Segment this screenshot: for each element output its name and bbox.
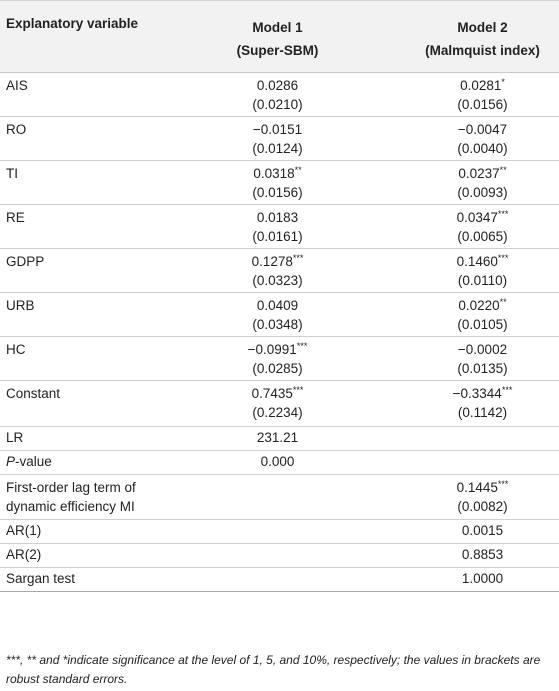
model-1-coefficient: 0.1278*** [251,253,304,269]
table-row-sargan [0,568,559,592]
model-2-standard-error: (0.0135) [457,361,508,376]
header-model-1 [200,16,355,62]
table-row-ar2 [0,544,559,568]
table-row [0,117,559,161]
row-label: URB [6,298,35,313]
table-footnote: ***, ** and *indicate significance at the level of 1, 5, and 10%, respectively; the values in brackets are robust standard errors. [6,653,541,686]
table-row [0,293,559,337]
model-2-ar1-value: 0.0015 [461,523,504,538]
model-2-standard-error: (0.0065) [457,229,508,244]
row-label: RE [6,210,25,225]
table-row [0,337,559,381]
model-2-sargan-value: 1.0000 [461,571,504,586]
model-2-standard-error: (0.0105) [457,317,508,332]
model-1-coefficient: 0.0183 [256,210,299,225]
table-row-ar1 [0,520,559,544]
model-2-coefficient: −0.0047 [457,122,508,137]
header-model-2-title: Model 2 [457,20,508,35]
header-model-1-subtitle: (Super-SBM) [236,43,319,58]
row-label: HC [6,342,26,357]
table-row [0,161,559,205]
header-model-2 [405,16,559,62]
header-model-2-subtitle: (Malmquist index) [425,43,540,58]
table-header [0,0,559,73]
row-label: LR [6,430,24,445]
model-1-standard-error: (0.2234) [252,405,303,420]
row-label: AR(1) [6,523,42,538]
table-row-lag-term [0,475,559,520]
model-2-coefficient: −0.0002 [457,342,508,357]
row-label: GDPP [6,254,45,269]
model-1-coefficient: 0.7435*** [251,385,304,401]
row-label: Constant [6,386,61,401]
model-2-ar2-value: 0.8853 [461,547,504,562]
model-2-coefficient: 0.0237** [458,165,507,181]
model-1-standard-error: (0.0161) [252,229,303,244]
model-1-standard-error: (0.0285) [252,361,303,376]
model-2-coefficient: 0.1460*** [456,253,509,269]
row-label-line-2: dynamic efficiency MI [6,499,135,514]
table-row-p-value [0,451,559,475]
model-1-standard-error: (0.0348) [252,317,303,332]
model-1-standard-error: (0.0210) [252,97,303,112]
model-2-coefficient: −0.3344*** [452,385,513,401]
model-1-standard-error: (0.0156) [252,185,303,200]
model-2-standard-error: (0.0093) [457,185,508,200]
model-1-standard-error: (0.0124) [252,141,303,156]
model-1-standard-error: (0.0323) [252,273,303,288]
table-row [0,249,559,293]
model-2-coefficient: 0.0281* [460,77,505,93]
model-2-coefficient: 0.1445*** [456,479,509,495]
row-label: RO [6,122,27,137]
model-2-standard-error: (0.0110) [457,273,508,288]
table-body [0,73,559,592]
table-row [0,73,559,117]
model-2-standard-error: (0.0082) [457,499,508,514]
row-label: AR(2) [6,547,42,562]
table-row-lr [0,427,559,451]
model-1-p-value: 0.000 [260,454,295,469]
table-row [0,381,559,427]
model-1-coefficient: 0.0286 [256,78,299,93]
model-2-standard-error: (0.0156) [457,97,508,112]
model-2-coefficient: 0.0220** [458,297,507,313]
row-label-line-1: First-order lag term of [6,480,136,495]
table-row [0,205,559,249]
model-2-coefficient: 0.0347*** [456,209,509,225]
model-1-coefficient: 0.0318** [253,165,302,181]
model-1-coefficient: 0.0409 [256,298,299,313]
row-label: Sargan test [6,571,76,586]
row-label: TI [6,166,18,181]
header-model-1-title: Model 1 [252,20,303,35]
model-1-coefficient: −0.0991*** [247,341,308,357]
model-2-standard-error: (0.0040) [457,141,508,156]
header-explanatory-variable: Explanatory variable [6,16,139,31]
model-2-standard-error: (0.1142) [457,405,508,420]
model-1-coefficient: −0.0151 [252,122,303,137]
row-label: P-value [6,454,52,469]
row-label: AIS [6,78,28,93]
model-1-lr-value: 231.21 [256,430,299,445]
